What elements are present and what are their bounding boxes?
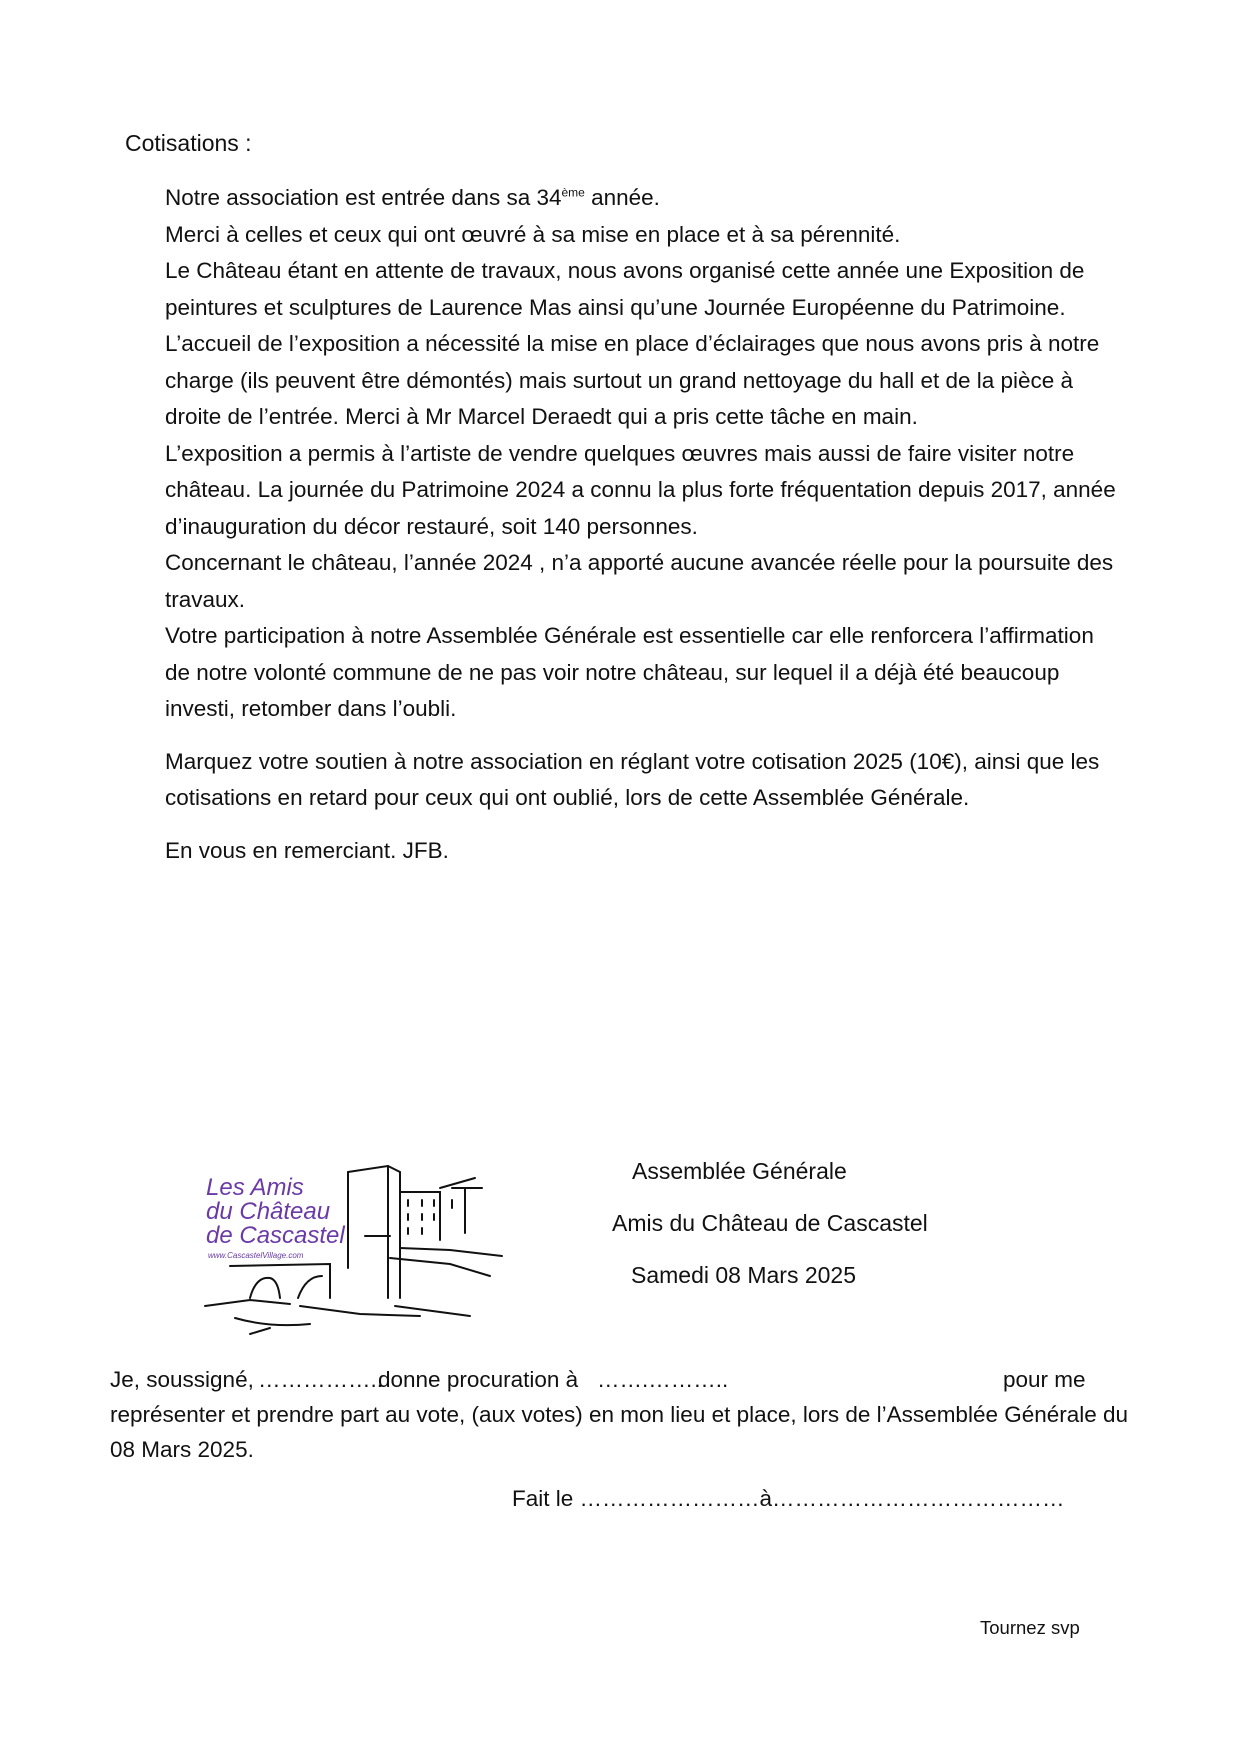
turn-over-note: Tournez svp bbox=[980, 1617, 1080, 1638]
paragraph-exhibition: Le Château étant en attente de travaux, nous avons organisé cette année une Exposition de peintures et sculptures de Laurence Mas ainsi qu’une Journée Européenne du Patrimoine. bbox=[165, 258, 1085, 320]
signature-place-date[interactable]: Fait le ……………………à………………………………… bbox=[512, 1486, 1065, 1511]
paragraph-dues: Marquez votre soutien à notre association en réglant votre cotisation 2025 (10€), ainsi que les cotisations en retard pour ceux qui ont oublié, lors de cette Assemblée Générale. bbox=[165, 748, 1100, 810]
proxy-blank-name[interactable]: …………….. bbox=[258, 1367, 384, 1392]
proxy-text: représenter et prendre part au vote, (aux votes) en mon lieu et place, lors de l’Assemblée Générale du 08 Mars 2025. bbox=[110, 1402, 1129, 1462]
paragraph-participation: Votre participation à notre Assemblée Générale est essentielle car elle renforcera l’affirmation de notre volonté commune de ne pas voir notre château, sur lequel il a déjà été beaucoup investi, retomber dans l’oubli. bbox=[165, 623, 1094, 721]
logo-website: www.CascastelVillage.com bbox=[208, 1251, 304, 1260]
body-text bbox=[165, 180, 1125, 869]
proxy-line-1 bbox=[110, 1362, 1130, 1397]
section-heading: Cotisations : bbox=[125, 130, 252, 156]
paragraph-works: Concernant le château, l’année 2024 , n’a apporté aucune avancée réelle pour la poursuite des travaux. bbox=[165, 550, 1114, 612]
proxy-form bbox=[110, 1362, 1130, 1467]
proxy-label-pour: pour me bbox=[1003, 1367, 1086, 1392]
assembly-date: Samedi 08 Mars 2025 bbox=[631, 1262, 857, 1288]
proxy-label-je: Je, soussigné, bbox=[110, 1367, 254, 1392]
association-logo bbox=[190, 1158, 510, 1338]
paragraph-lighting: L’accueil de l’exposition a nécessité la mise en place d’éclairages que nous avons pris à notre charge (ils peuvent être démontés) mais surtout un grand nettoyage du hall et de la pièce à droite de l’entrée. Merci à Mr Marcel Deraedt qui a pris cette tâche en main. bbox=[165, 331, 1100, 429]
paragraph-attendance: L’exposition a permis à l’artiste de vendre quelques œuvres mais aussi de faire visiter notre château. La journée du Patrimoine 2024 a connu la plus forte fréquentation depuis 2017, année d’inauguration du décor restauré, soit 140 personnes. bbox=[165, 440, 1116, 539]
paragraph-signoff: En vous en remerciant. JFB. bbox=[165, 837, 449, 863]
paragraph-anniversary: Notre association est entrée dans sa 34ème année. bbox=[165, 185, 660, 210]
paragraph-thanks: Merci à celles et ceux qui ont œuvré à sa mise en place et à sa pérennité. bbox=[165, 221, 901, 247]
logo-title: Les Amis du Château de Cascastel bbox=[206, 1174, 345, 1249]
proxy-blank-delegate[interactable]: …….……….. bbox=[597, 1367, 729, 1392]
assembly-organization: Amis du Château de Cascastel bbox=[612, 1210, 928, 1236]
proxy-label-donne: donne procuration à bbox=[378, 1367, 579, 1392]
assembly-title: Assemblée Générale bbox=[632, 1158, 847, 1184]
